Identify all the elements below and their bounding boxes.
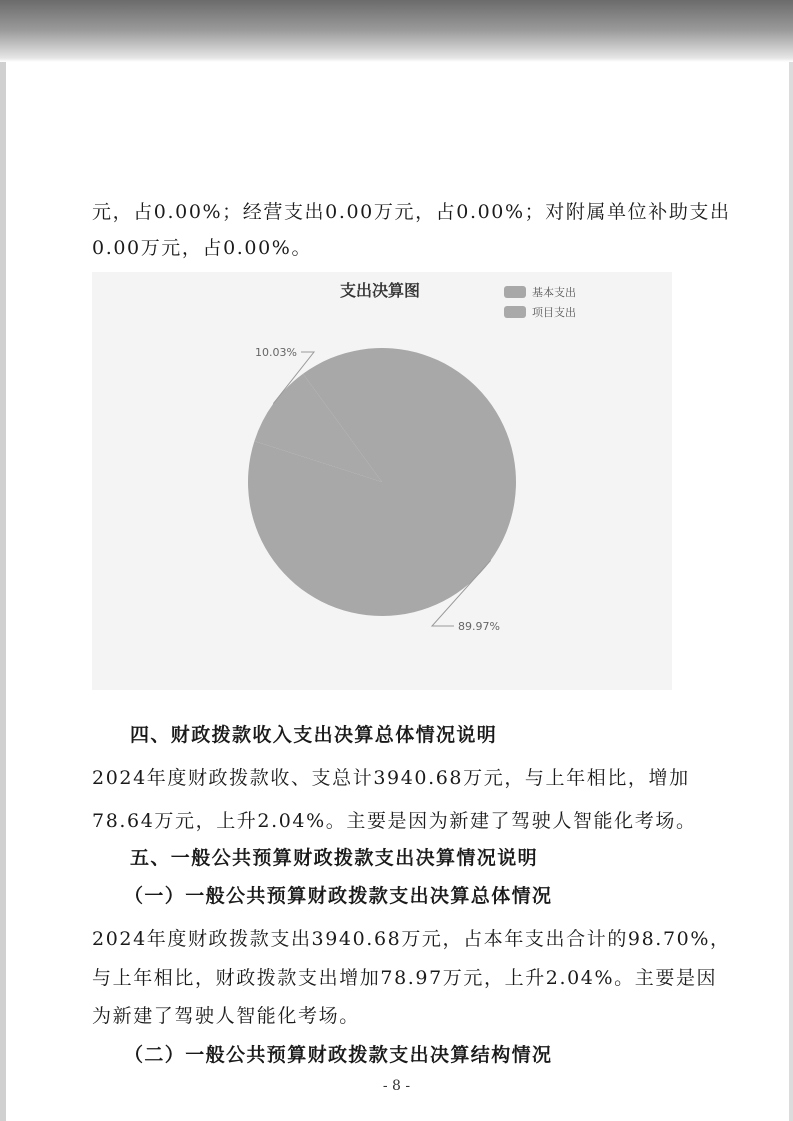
slice-label-1: 10.03% (255, 346, 297, 359)
intro-line-1: 元，占0.00%；经营支出0.00万元，占0.00%；对附属单位补助支出 (92, 201, 731, 223)
section4-line-2: 78.64万元，上升2.04%。主要是因为新建了驾驶人智能化考场。 (92, 810, 697, 832)
slice-label-0: 89.97% (458, 620, 500, 633)
intro-line-2: 0.00万元，占0.00%。 (92, 237, 313, 259)
heading-section-4: 四、财政拨款收入支出决算总体情况说明 (130, 724, 498, 746)
heading-section-5: 五、一般公共预算财政拨款支出决算情况说明 (130, 847, 539, 869)
legend-label-project: 项目支出 (532, 306, 576, 319)
section5-1-line-1: 2024年度财政拨款支出3940.68万元，占本年支出合计的98.70%， (92, 928, 731, 950)
page-number: - 8 - (382, 1078, 411, 1094)
section5-1-line-2: 与上年相比，财政拨款支出增加78.97万元，上升2.04%。主要是因 (92, 967, 718, 989)
heading-section-5-2: （二）一般公共预算财政拨款支出决算结构情况 (124, 1044, 553, 1066)
legend-label-basic: 基本支出 (532, 286, 576, 299)
pie-chart (92, 272, 672, 690)
heading-section-5-1: （一）一般公共预算财政拨款支出决算总体情况 (124, 885, 553, 907)
chart-title: 支出决算图 (340, 281, 421, 300)
section5-1-line-3: 为新建了驾驶人智能化考场。 (92, 1005, 360, 1027)
section4-line-1: 2024年度财政拨款收、支总计3940.68万元，与上年相比，增加 (92, 767, 690, 789)
pie-svg (92, 272, 672, 690)
